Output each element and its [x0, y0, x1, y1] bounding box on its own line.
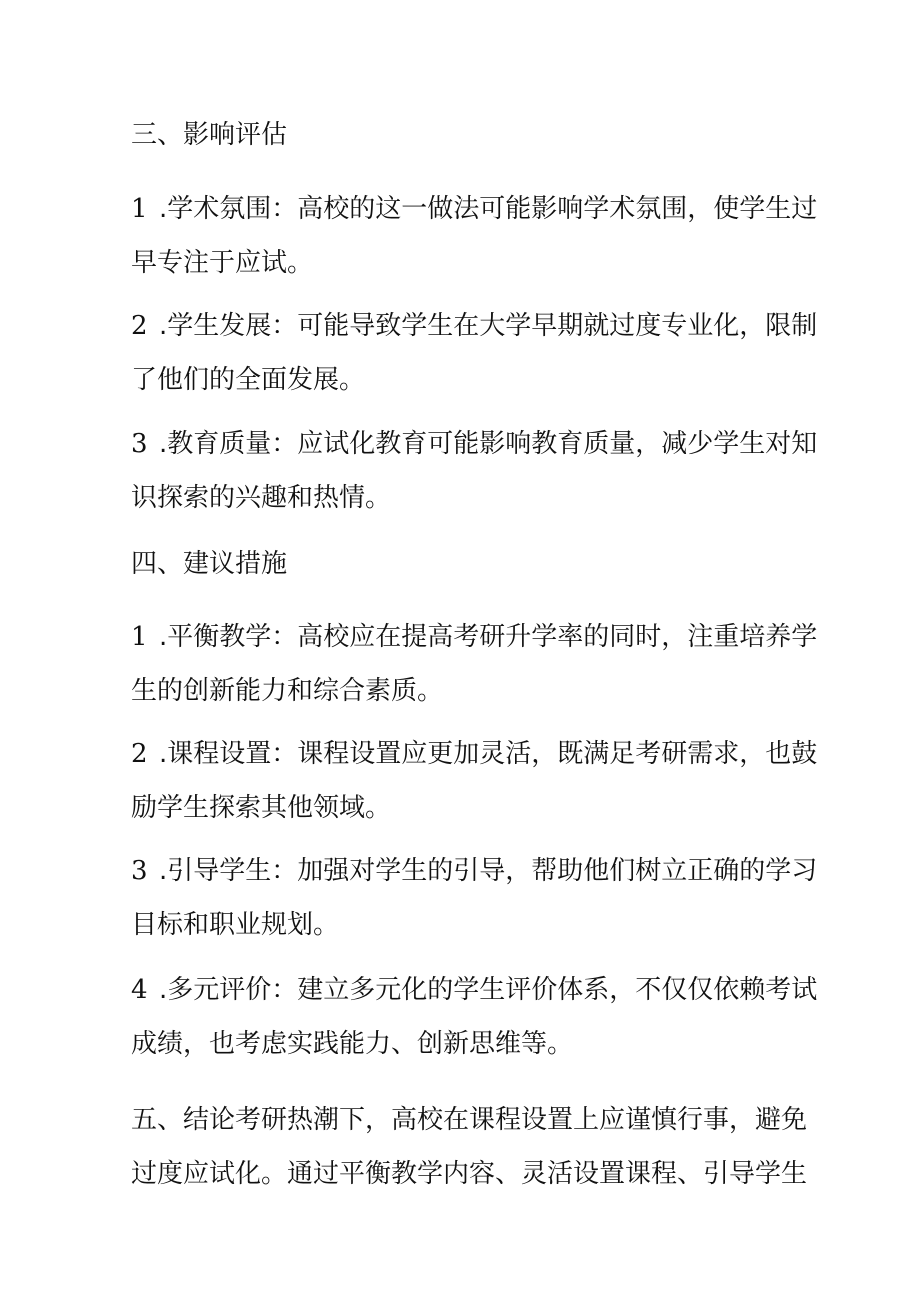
item-text-line1: .引导学生：加强对学生的引导，帮助他们树立正确的学习: [159, 856, 818, 886]
item-text-line1: .平衡教学：高校应在提高考研升学率的同时，注重培养学: [159, 622, 818, 652]
item-text-line1: .学生发展：可能导致学生在大学早期就过度专业化，限制: [159, 311, 818, 341]
list-item: [131, 299, 818, 407]
item-text-line2: 识探索的兴趣和热情。: [131, 483, 392, 513]
list-item: [131, 610, 818, 718]
section-heading-impact: [131, 108, 791, 162]
item-number: 3: [131, 856, 148, 886]
heading-text: 四、建议措施: [131, 549, 288, 579]
conclusion-line1: 五、结论考研热潮下，高校在课程设置上应谨慎行事，避免: [131, 1105, 808, 1135]
item-text-line2: 成绩，也考虑实践能力、创新思维等。: [131, 1029, 574, 1059]
item-number: 1: [131, 622, 148, 652]
list-item: [131, 727, 818, 835]
item-text-line2: 了他们的全面发展。: [131, 365, 366, 395]
list-item: [131, 417, 818, 525]
item-text-line2: 生的创新能力和综合素质。: [131, 676, 444, 706]
item-number: 4: [131, 975, 148, 1005]
item-text-line1: .学术氛围：高校的这一做法可能影响学术氛围，使学生过: [159, 194, 818, 224]
item-number: 2: [131, 311, 148, 341]
item-text-line2: 励学生探索其他领域。: [131, 793, 392, 823]
list-item: [131, 844, 818, 952]
item-text-line1: .课程设置：课程设置应更加灵活，既满足考研需求，也鼓: [159, 739, 818, 769]
conclusion-line2: 过度应试化。通过平衡教学内容、灵活设置课程、引导学生: [131, 1159, 808, 1189]
item-text-line2: 早专注于应试。: [131, 248, 314, 278]
item-text-line2: 目标和职业规划。: [131, 910, 340, 940]
heading-text: 三、影响评估: [131, 120, 288, 150]
section-heading-recommendations: [131, 537, 791, 591]
item-text-line1: .多元评价：建立多元化的学生评价体系，不仅仅依赖考试: [159, 975, 818, 1005]
list-item: [131, 963, 818, 1071]
item-number: 2: [131, 739, 148, 769]
item-number: 1: [131, 194, 148, 224]
conclusion-paragraph: [131, 1093, 808, 1201]
list-item: [131, 182, 818, 290]
item-text-line1: .教育质量：应试化教育可能影响教育质量，减少学生对知: [159, 429, 818, 459]
item-number: 3: [131, 429, 148, 459]
